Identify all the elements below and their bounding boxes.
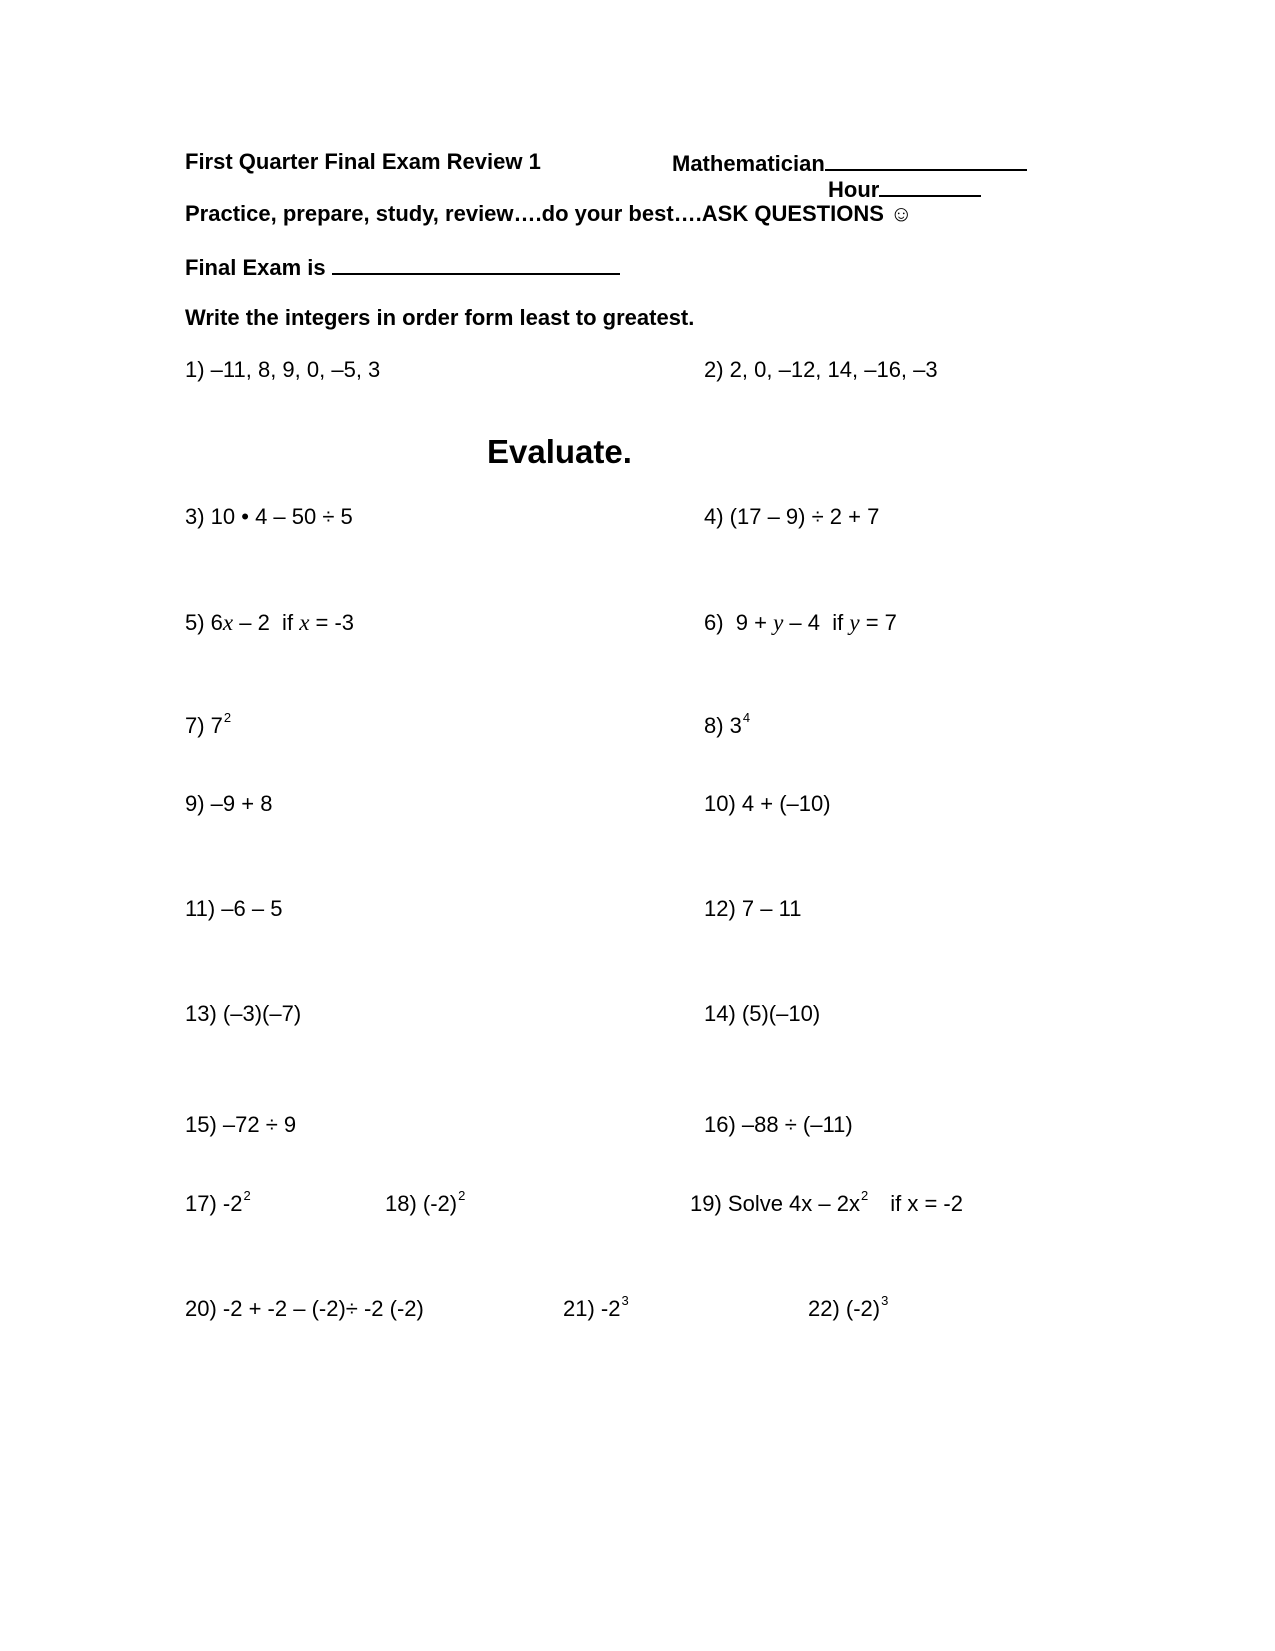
problem-17-exponent: 2	[243, 1188, 251, 1203]
problem-22	[808, 1293, 889, 1321]
problem-9: 9) –9 + 8	[185, 791, 273, 816]
problem-5-part-b: – 2 if	[233, 610, 300, 635]
name-field[interactable]	[672, 151, 1027, 175]
problem-1: 1) –11, 8, 9, 0, –5, 3	[185, 357, 381, 382]
problem-6	[704, 611, 897, 634]
problem-11: 11) –6 – 5	[185, 896, 283, 921]
problem-18-exponent: 2	[458, 1188, 466, 1203]
problem-22-exponent: 3	[881, 1293, 889, 1308]
name-label: Mathematician	[672, 151, 825, 176]
problem-17-base: 17) -2	[185, 1191, 243, 1216]
problem-7-base: 7) 7	[185, 713, 223, 738]
problem-2: 2) 2, 0, –12, 14, –16, –3	[704, 357, 938, 382]
problem-21	[563, 1293, 629, 1321]
problem-19-expression: 19) Solve 4x – 2x	[690, 1191, 860, 1216]
problem-21-base: 21) -2	[563, 1296, 621, 1321]
problem-18-base: 18) (-2)	[385, 1191, 458, 1216]
problem-17	[185, 1188, 251, 1216]
problem-8-base: 8) 3	[704, 713, 742, 738]
instruction-order: Write the integers in order form least to greatest.	[185, 305, 695, 330]
problem-5-part-c: = -3	[309, 610, 355, 635]
tagline: Practice, prepare, study, review….do your best….ASK QUESTIONS ☺	[185, 201, 913, 226]
problem-19-exponent: 2	[860, 1188, 869, 1203]
problem-6-part-a: 6) 9 +	[704, 610, 774, 635]
problem-19	[690, 1188, 963, 1216]
problem-6-part-c: = 7	[859, 610, 897, 635]
problem-6-variable: y	[773, 610, 784, 635]
worksheet-title: First Quarter Final Exam Review 1	[185, 149, 541, 174]
hour-blank[interactable]	[879, 177, 981, 197]
problem-5	[185, 611, 354, 634]
evaluate-heading: Evaluate.	[487, 433, 632, 470]
problem-16: 16) –88 ÷ (–11)	[704, 1112, 853, 1137]
final-exam-field[interactable]	[185, 255, 620, 279]
problem-8	[704, 710, 751, 738]
problem-7	[185, 710, 232, 738]
problem-5-variable: x	[222, 610, 234, 635]
problem-19-condition: if x = -2	[890, 1191, 963, 1216]
problem-21-exponent: 3	[621, 1293, 629, 1308]
name-blank[interactable]	[825, 151, 1027, 171]
problem-18	[385, 1188, 466, 1216]
problem-5-variable-2: x	[299, 610, 310, 635]
problem-22-base: 22) (-2)	[808, 1296, 881, 1321]
problem-13: 13) (–3)(–7)	[185, 1001, 302, 1026]
problem-6-variable-2: y	[849, 610, 860, 635]
problem-20: 20) -2 + -2 – (-2)÷ -2 (-2)	[185, 1296, 424, 1321]
problem-14: 14) (5)(–10)	[704, 1001, 821, 1026]
problem-3: 3) 10 • 4 – 50 ÷ 5	[185, 504, 353, 529]
problem-15: 15) –72 ÷ 9	[185, 1112, 297, 1137]
problem-10: 10) 4 + (–10)	[704, 791, 831, 816]
problem-7-exponent: 2	[223, 710, 232, 725]
problem-8-exponent: 4	[742, 710, 751, 725]
final-exam-blank[interactable]	[332, 255, 620, 275]
hour-label: Hour	[828, 177, 880, 202]
problem-5-part-a: 5) 6	[185, 610, 223, 635]
problem-4: 4) (17 – 9) ÷ 2 + 7	[704, 504, 880, 529]
final-exam-label: Final Exam is	[185, 255, 326, 280]
problem-12: 12) 7 – 11	[704, 896, 802, 921]
problem-6-part-b: – 4 if	[783, 610, 850, 635]
hour-field[interactable]	[828, 177, 981, 201]
